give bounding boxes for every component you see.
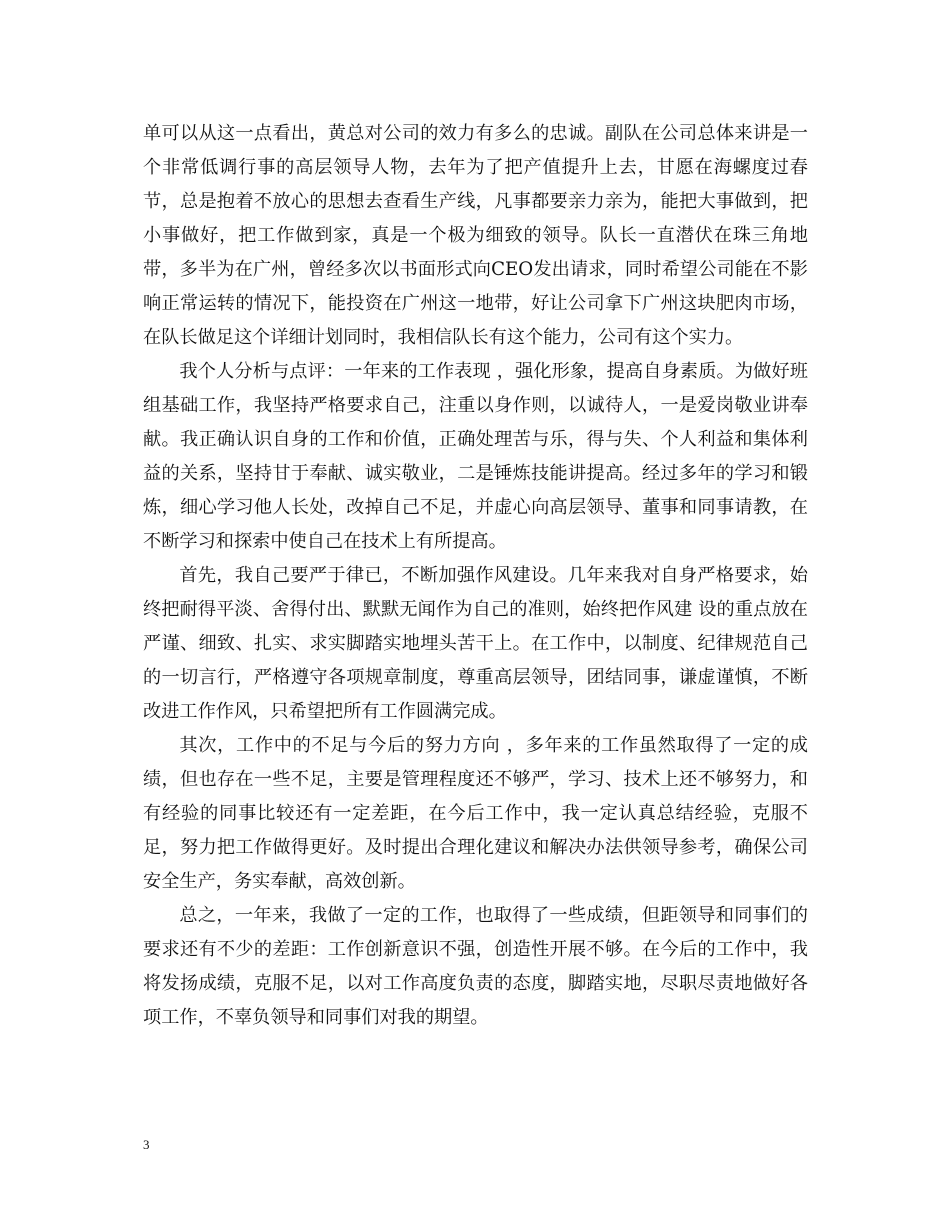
- paragraph-3: 首先，我自己要严于律已，不断加强作风建设。几年来我对自身严格要求，始终把耐得平淡、舍得付出、默默无闻作为自己的准则，始终把作风建 设的重点放在严谨、细致、扎实、求实脚踏实地埋头苦干上。在工作中，以制度、纪律规范自己的一切言行，严格遵守各项规章制度，尊重高层领导，团结同事，谦虚谨慎，不断改进工作作风，只希望把所有工作圆满完成。: [143, 565, 808, 722]
- paragraph-1: 单可以从这一点看出，黄总对公司的效力有多么的忠诚。副队在公司总体来讲是一个非常低调行事的高层领导人物，去年为了把产值提升上去，甘愿在海螺度过春节，总是抱着不放心的思想去查看生产线，凡事都要亲力亲为，能把大事做到，把小事做好，把工作做到家，真是一个极为细致的领导。队长一直潜伏在珠三角地带，多半为在广州，曾经多次以书面形式向CEO发出请求，同时希望公司能在不影响正常运转的情况下，能投资在广州这一地带，好让公司拿下广州这块肥肉市场，在队长做足这个详细计划同时，我相信队长有这个能力，公司有这个实力。: [143, 123, 808, 348]
- paragraph-5: 总之，一年来，我做了一定的工作，也取得了一些成绩，但距领导和同事们的要求还有不少的差距：工作创新意识不强，创造性开展不够。在今后的工作中，我将发扬成绩，克服不足，以对工作高度负责的态度，脚踏实地，尽职尽责地做好各项工作，不辜负领导和同事们对我的期望。: [143, 905, 808, 1028]
- paragraph-2: 我个人分析与点评：一年来的工作表现 ，强化形象，提高自身素质。为做好班组基础工作，我坚持严格要求自己，注重以身作则，以诚待人，一是爱岗敬业讲奉献。我正确认识自身的工作和价值，正确处理苦与乐，得与失、个人利益和集体利益的关系，坚持甘于奉献、诚实敬业，二是锤炼技能讲提高。经过多年的学习和锻炼，细心学习他人长处，改掉自己不足，并虚心向高层领导、董事和同事请教，在不断学习和探索中使自己在技术上有所提高。: [143, 361, 808, 552]
- document-body: [143, 117, 808, 1035]
- paragraph-4: 其次，工作中的不足与今后的努力方向 ，多年来的工作虽然取得了一定的成绩，但也存在一些不足，主要是管理程度还不够严，学习、技术上还不够努力，和有经验的同事比较还有一定差距，在今后工作中，我一定认真总结经验，克服不足，努力把工作做得更好。及时提出合理化建议和解决办法供领导参考，确保公司安全生产，务实奉献，高效创新。: [143, 735, 808, 892]
- page-number: 3: [143, 1137, 150, 1152]
